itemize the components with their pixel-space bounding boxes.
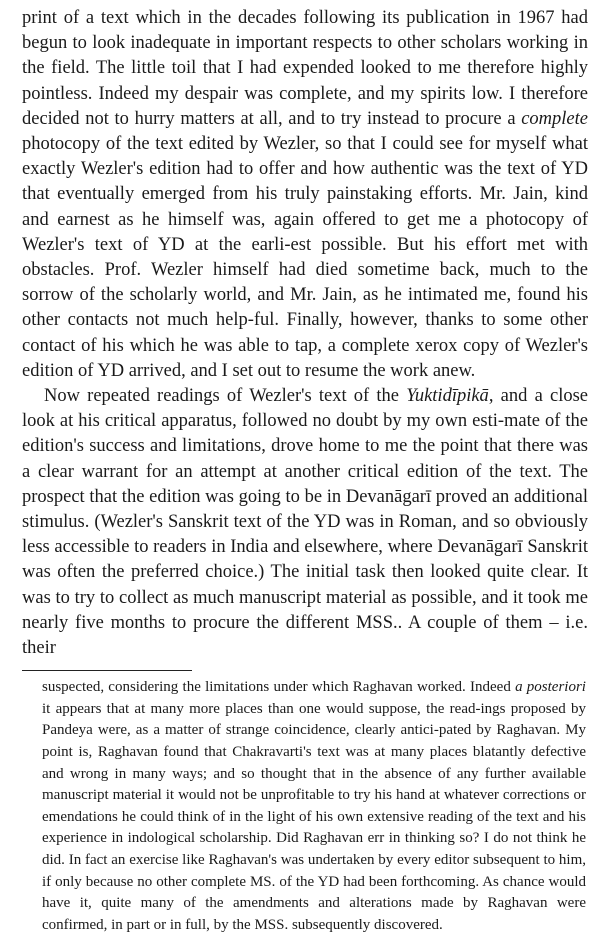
footnote-text-a: suspected, considering the limitations under which Raghavan worked. Indeed (42, 679, 516, 696)
paragraph-2 (22, 384, 588, 661)
footnote-emphasis: a posteriori (515, 679, 586, 696)
footnote-text-b: it appears that at many more places than one would suppose, the read-ings proposed by Pandeya were, as a matter of strange coincidence, clearly antici-pated by Raghavan. My point is, Raghavan found that Chakravarti's text was at many places blatantly defective and wrong in many ways; and so thought that in the absence of any further available manuscript material it would not be unprofitable to try his hand at whatever corrections or emendations he could think of in the light of his own extensive reading of the text and his experience in indological scholarship. Did Raghavan err in thinking so? I do not think he did. In fact an exercise like Raghavan's was undertaken by every editor subsequent to him, if only because no other complete MS. of the YD had been forthcoming. As chance would have it, quite many of the amendments and alterations made by Raghavan were confirmed, in part or in full, by the MSS. subsequently discovered. (42, 700, 586, 933)
paragraph-1-text-a: print of a text which in the decades following its publication in 1967 had begun to look inadequate in important respects to other scholars working in the field. The little toil that I had expended looked to me therefore highly pointless. Indeed my despair was complete, and my spirits low. I therefore decided not to hurry matters at all, and to try instead to procure a (22, 8, 588, 129)
paragraph-1-emphasis: complete (521, 108, 588, 129)
paragraph-2-text-a: Now repeated readings of Wezler's text of the (44, 386, 407, 407)
paragraph-2-emphasis: Yuktidīpikā (406, 386, 489, 407)
paragraph-1-text-b: photocopy of the text edited by Wezler, so that I could see for myself what exactly Wezler's edition had to offer and how authentic was the text of YD that eventually emerged from his truly painstaking efforts. Mr. Jain, kind and earnest as he himself was, again offered to get me a photocopy of Wezler's text of YD at the earli-est possible. But his effort met with obstacles. Prof. Wezler himself had died sometime back, much to the sorrow of the scholarly world, and Mr. Jain, as he intimated me, found his other contacts not much help-ful. Finally, however, thanks to some other contact of his which he was able to tap, a complete xerox copy of Wezler's edition of YD arrived, and I set out to resume the work anew. (22, 134, 588, 381)
main-text (22, 6, 588, 661)
paragraph-2-text-b: , and a close look at his critical apparatus, followed no doubt by my own esti-mate of the edition's success and limitations, drove home to me the point that there was a clear warrant for an attempt at another critical edition of the text. The prospect that the edition was going to be in Devanāgarī proved an additional stimulus. (Wezler's Sanskrit text of the YD was in Roman, and so obviously less accessible to readers in India and elsewhere, where Devanāgarī Sanskrit was often the preferred choice.) The initial task then looked quite clear. It was to try to collect as much manuscript material as possible, and it took me nearly five months to procure the different MSS.. A couple of them – i.e. their (22, 386, 588, 659)
footnote-divider (22, 670, 192, 671)
footnote-paragraph (42, 677, 586, 936)
paragraph-1 (22, 6, 588, 384)
book-page (22, 6, 588, 936)
footnote (42, 677, 586, 936)
